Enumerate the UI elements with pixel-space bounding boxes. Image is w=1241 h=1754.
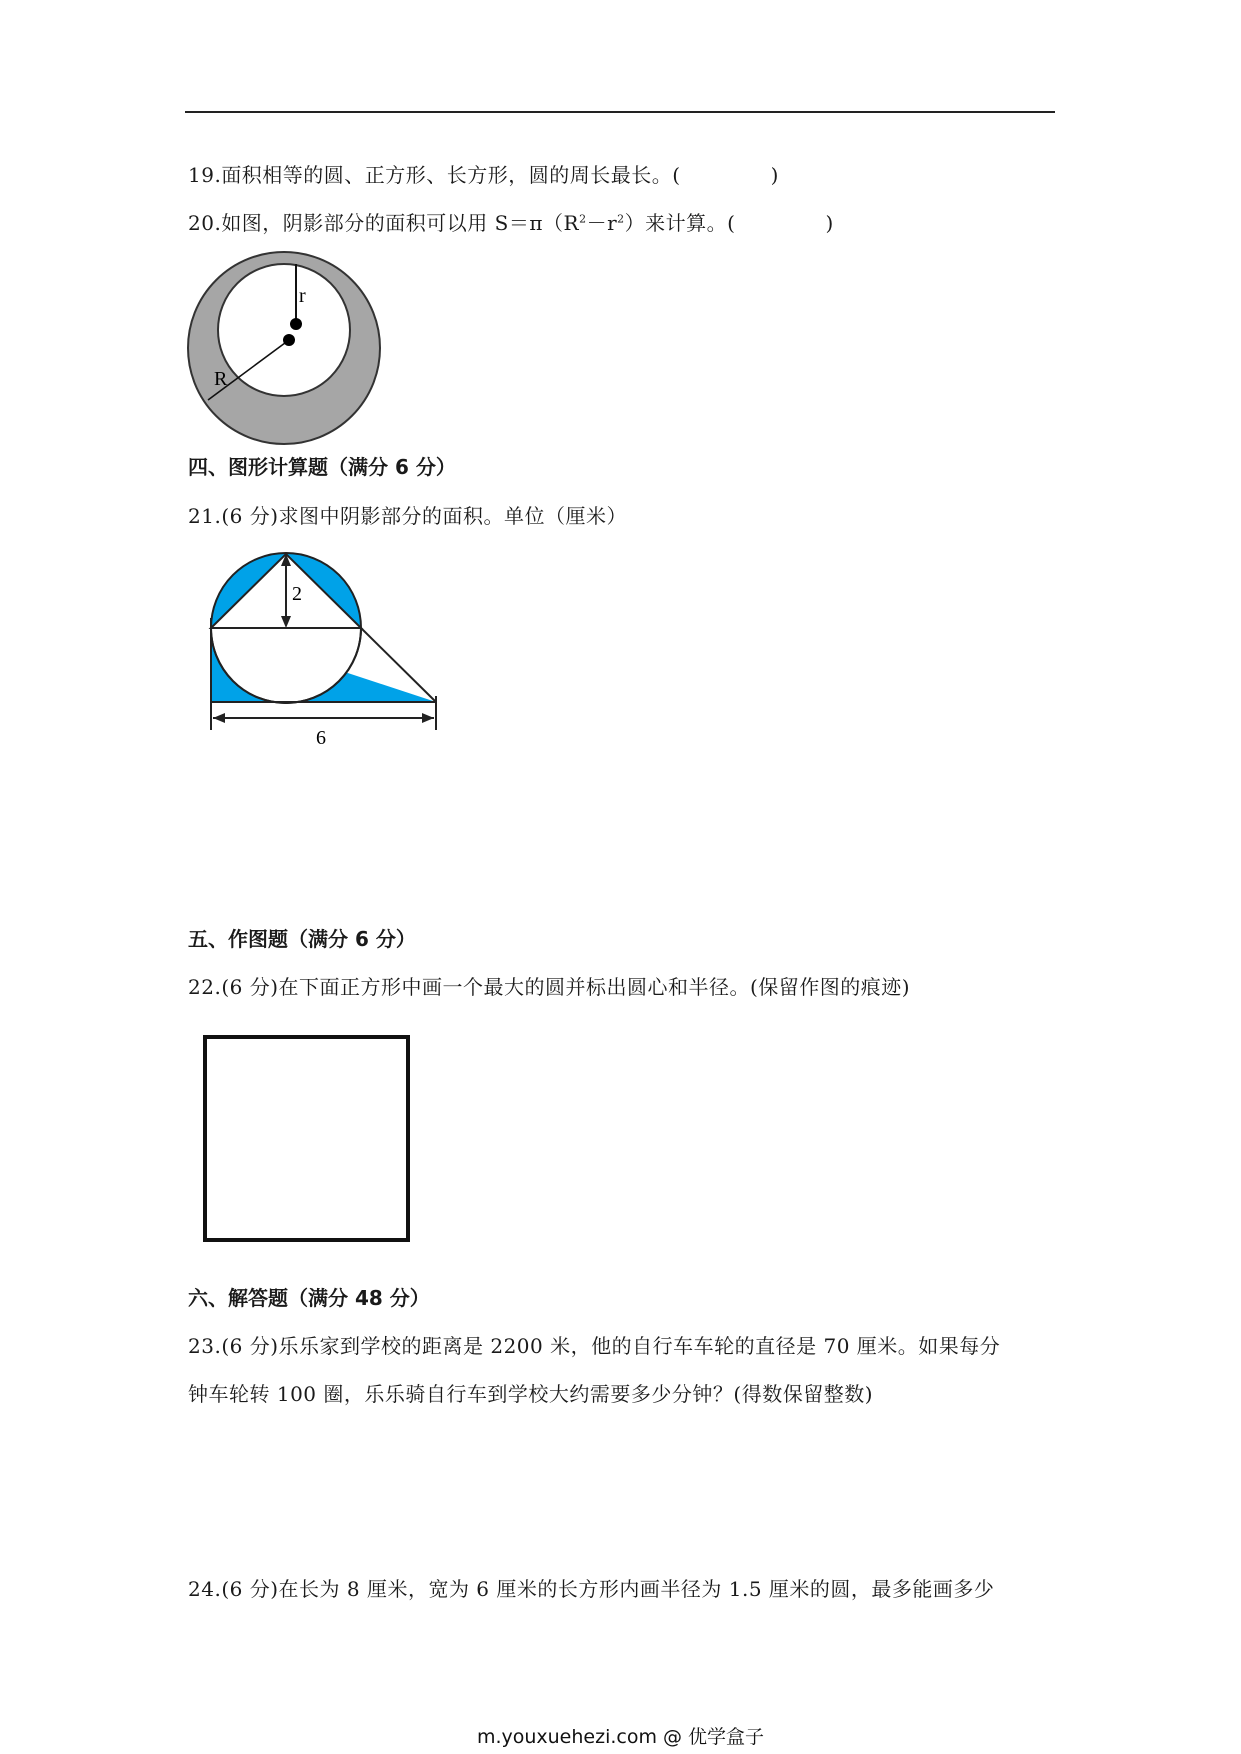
question-text-after: ）来计算。(: [624, 211, 736, 235]
question-number: 19.: [188, 163, 222, 187]
footer-watermark: m.youxuehezi.com @ 优学盒子: [476, 1726, 765, 1748]
question-23-line-1: [188, 1334, 1000, 1358]
shaded-area-figure: [204, 548, 444, 750]
question-number: 24.: [188, 1577, 222, 1601]
drawing-square[interactable]: [203, 1035, 410, 1242]
question-text-before: 如图，阴影部分的面积可以用 S＝π（R: [221, 211, 580, 235]
question-19: [188, 163, 779, 187]
label-r: r: [299, 285, 306, 307]
section-5-heading: 五、作图题（满分 6 分）: [188, 927, 416, 951]
inner-circle: [218, 264, 350, 396]
question-number: 23.: [188, 1334, 222, 1358]
question-text: (6 分)在下面正方形中画一个最大的圆并标出圆心和半径。(保留作图的痕迹): [221, 975, 911, 999]
question-number: 21.: [188, 504, 222, 528]
close-paren: ): [825, 211, 834, 235]
label-R: R: [214, 368, 228, 390]
arrow-head-right: [422, 713, 434, 723]
question-22: [188, 975, 910, 999]
superscript-2: 2: [617, 212, 625, 226]
arrow-head-left: [213, 713, 225, 723]
question-23-line-2: 钟车轮转 100 圈，乐乐骑自行车到学校大约需要多少分钟？(得数保留整数): [188, 1382, 873, 1406]
section-6-heading: 六、解答题（满分 48 分）: [188, 1286, 430, 1310]
question-text: (6 分)求图中阴影部分的面积。单位（厘米）: [221, 504, 627, 528]
label-height: 2: [292, 583, 302, 605]
question-text: 面积相等的圆、正方形、长方形，圆的周长最长。(: [221, 163, 681, 187]
question-text-mid: －r: [586, 211, 618, 235]
close-paren: ): [770, 163, 779, 187]
label-width: 6: [316, 727, 326, 749]
question-21: [188, 504, 627, 528]
question-text: (6 分)在长为 8 厘米，宽为 6 厘米的长方形内画半径为 1.5 厘米的圆，最多能画多少: [221, 1577, 995, 1601]
outer-center-dot: [283, 334, 295, 346]
annulus-figure: [186, 250, 382, 446]
question-number: 22.: [188, 975, 222, 999]
question-text: (6 分)乐乐家到学校的距离是 2200 米，他的自行车车轮的直径是 70 厘米。如果每分: [221, 1334, 1001, 1358]
question-20: [188, 211, 834, 235]
section-4-heading: 四、图形计算题（满分 6 分）: [188, 455, 456, 479]
question-24: [188, 1577, 994, 1601]
question-number: 20.: [188, 211, 222, 235]
inner-center-dot: [290, 318, 302, 330]
superscript-1: 2: [579, 212, 587, 226]
header-rule: [185, 111, 1055, 113]
